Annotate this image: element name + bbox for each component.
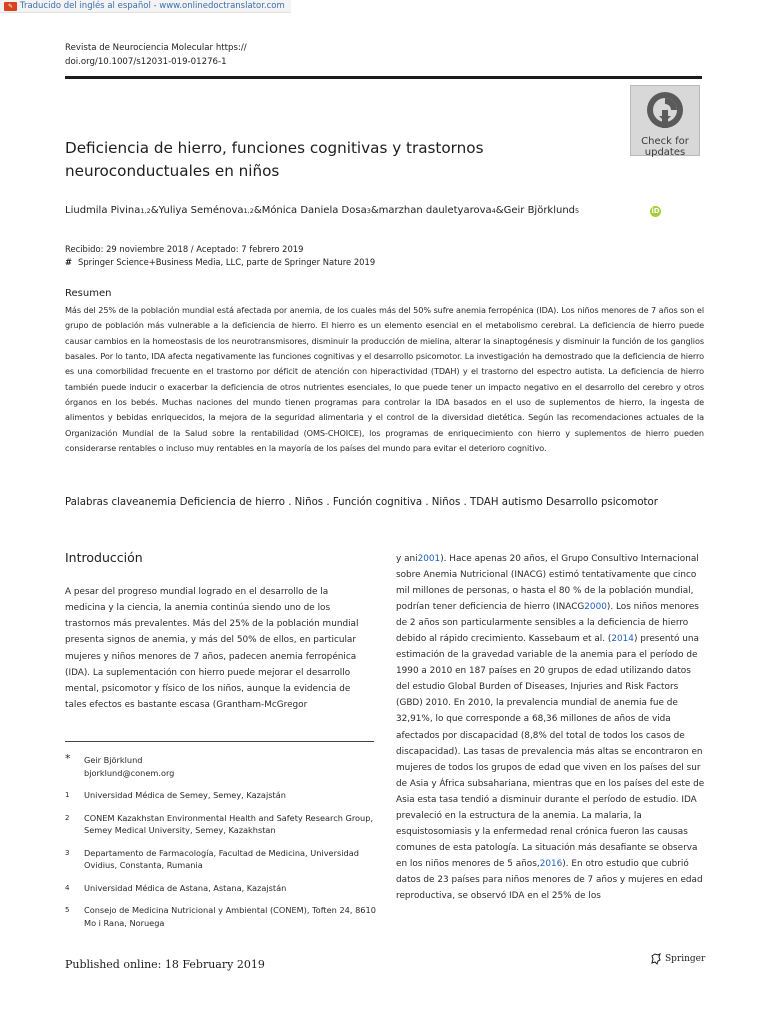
affiliation-item [65, 882, 385, 895]
springer-logo [650, 952, 705, 966]
check-for-updates-badge[interactable] [630, 85, 700, 156]
corresponding-name: Geir Björklund [84, 755, 143, 765]
body-text: ). En otro estudio que cubrió datos de 23 países para niños menores de 7 años y mujeres en edad reproductiva, se observó IDA en el 25% de los [396, 858, 703, 901]
author-name[interactable]: Mónica Daniela Dosa [261, 205, 367, 216]
corresponding-author [65, 754, 385, 779]
text-line: tales efectos es bastante escasa (Grantham-McGregor [65, 700, 308, 711]
introduction-left-column [65, 584, 374, 713]
translator-link[interactable]: Traducido del inglés al español - www.onlinedoctranslator.com [20, 1, 285, 11]
affiliation-text: Consejo de Medicina Nutricional y Ambiental (CONEM), Toften 24, 8610 Mo i Rana, Noruega [84, 905, 376, 928]
affiliation-item [65, 789, 385, 802]
footnote-marker: 2 [65, 813, 70, 822]
author-affiliation: 1,2 [140, 207, 151, 215]
author-name[interactable]: Liudmila Pivina [65, 205, 141, 216]
received-accepted-dates: Recibido: 29 noviembre 2018 / Aceptado: 7 febrero 2019 [65, 244, 304, 254]
citation-link[interactable]: 2000 [584, 602, 607, 613]
affiliation-text: CONEM Kazakhstan Environmental Health and Safety Research Group, Semey Medical University, Semey, Kazakhstan [84, 812, 374, 835]
header-rule [65, 76, 702, 79]
author-affiliation: 5 [575, 207, 580, 215]
affiliation-item [65, 812, 385, 837]
text-line: medicina y la ciencia, la anemia continúa siendo uno de los [65, 603, 331, 614]
copyright-text: Springer Science+Business Media, LLC, parte de Springer Nature 2019 [78, 257, 376, 267]
footnote-rule [65, 741, 374, 742]
copyright-symbol: # [65, 257, 73, 267]
published-online: Published online: 18 February 2019 [65, 958, 265, 971]
author-affiliation: 4 [491, 207, 496, 215]
article-title: Deficiencia de hierro, funciones cognitivas y trastornos neuroconductuales en niños [65, 139, 484, 180]
author-separator: & [370, 205, 379, 216]
author-separator: & [495, 205, 504, 216]
author-name[interactable]: marzhan dauletyarova [378, 205, 492, 216]
body-text: ). Los niños menores de 2 años son particularmente sensibles a la deficiencia de hierro debido al rápido crecimiento. Kassebaum et al. ( [396, 602, 699, 645]
journal-header [65, 41, 365, 69]
author-separator: & [150, 205, 159, 216]
publisher-name: Springer [665, 954, 706, 964]
body-text: ). Hace apenas 20 años, el Grupo Consultivo Internacional sobre Anemia Nutricional (INACG) estimó tentativamente que cinco mil millones de personas, o hasta el 80 % de la población mundial, podrían tener deficiencia de hierro (INACG [396, 554, 699, 613]
author-list [65, 204, 579, 218]
footnotes [65, 754, 385, 939]
footnote-marker: 1 [65, 791, 70, 799]
translator-banner[interactable] [0, 0, 291, 13]
footnote-marker: 3 [65, 848, 70, 857]
body-text: y ani [396, 554, 418, 564]
author-name[interactable]: Yuliya Seménova [158, 205, 244, 216]
text-line: trastornos más prevalentes. Más del 25% de la población mundial [65, 619, 359, 630]
author-affiliation: 1,2 [243, 207, 254, 215]
doi-link[interactable]: doi.org/10.1007/s12031-019-01276-1 [65, 57, 227, 67]
journal-name: Revista de Neurociencia Molecular https:// [65, 43, 247, 53]
abstract-body: Más del 25% de la población mundial está afectada por anemia, de los cuales más del 50% sufre anemia ferropénica (IDA). Los niños menores de 7 años son el grupo de población más vulnerable a la deficiencia de hierro. El hierro es un elemento esencial en el metabolismo cerebral. La deficiencia de hierro puede causar cambios en la homeostasis de los neurotransmisores, disminuir la producción de mielina, alterar la sinaptogénesis y disminuir la función de los ganglios basales. Por lo tanto, IDA afecta negativamente las funciones cognitivas y el desarrollo psicomotor. La investigación ha demostrado que la deficiencia de hierro es una comorbilidad frecuente en el trastorno por déficit de atención con hiperactividad (TDAH) y el trastorno del espectro autista. La deficiencia de hierro también puede inducir o exacerbar la deficiencia de otros nutrientes esenciales, lo que puede tener un impacto negativo en el desarrollo del cerebro y otros órganos en los bebés. Muchas naciones del mundo tienen programas para controlar la IDA basados en el uso de suplementos de hierro, la ingesta de alimentos y bebidas enriquecidos, la mejora de la seguridad alimentaria y el control de la diversidad dietética. Según las recomendaciones actuales de la Organización Mundial de la Salud sobre la rentabilidad (OMS-CHOICE), los programas de enriquecimiento con hierro y suplementos de hierro pueden considerarse rentables o incluso muy rentables en la mayoría de los países del mundo para evitar el deterioro cognitivo. [65, 305, 704, 454]
springer-horse-icon [650, 953, 662, 965]
affiliation-item [65, 904, 385, 929]
orcid-icon[interactable]: iD [651, 207, 660, 215]
text-line: mental, psicomotor y físico de los niños, aunque la evidencia de [65, 683, 351, 694]
text-line: mujeres y niños menores de 7 años, padecen anemia ferropénica [65, 651, 357, 662]
body-text: ) presentó una estimación de la gravedad variable de la anemia para el período de 1990 a 2010 en 187 países en 20 grupos de edad utilizando datos del estudio Global Burden of Diseases, Injuries and Risk Factors (GBD) 2010. En 2010, la prevalencia mundial de anemia fue de 32,91%, lo que corresponde a 68,36 millones de años de vida afectados por discapacidad (8,8% del total de todos los casos de discapacidad). Las tasas de prevalencia más altas se encontraron en mujeres de todos los grupos de edad que viven en los países del sur de Asia y África subsahariana, mientras que en los países del este de Asia esta tasa tendió a disminuir durante el período de estudio. IDA prevaleció en la estructura de la anemia. La malaria, la esquistosomiasis y la enfermedad renal crónica fueron las causas comunes de esta patología. La situación más desafiante se observa en los niños menores de 5 años, [396, 634, 705, 869]
affiliation-text: Universidad Médica de Astana, Astana, Kazajstán [84, 882, 287, 893]
affiliation-text: Departamento de Farmacología, Facultad de Medicina, Universidad Ovidius, Constanta, Rumania [84, 847, 359, 870]
footnote-marker: * [65, 752, 71, 765]
author-name[interactable]: Geir Björklund [503, 205, 576, 216]
citation-link[interactable]: 2014 [611, 634, 634, 645]
affiliation-text: Universidad Médica de Semey, Semey, Kazajstán [84, 790, 286, 800]
introduction-heading: Introducción [65, 550, 143, 565]
citation-link[interactable]: 2016 [539, 858, 563, 869]
author-affiliation: 3 [366, 207, 371, 215]
citation-link[interactable]: 2001 [417, 554, 441, 564]
author-separator: & [253, 205, 262, 216]
crossmark-icon [645, 90, 685, 130]
affiliation-item [65, 847, 385, 872]
introduction-right-column [396, 551, 706, 904]
text-line: (IDA). La suplementación con hierro puede mejorar el desarrollo [65, 667, 351, 678]
check-for-updates-label: Check for updates [641, 136, 689, 158]
keywords: Palabras claveanemia Deficiencia de hierro . Niños . Función cognitiva . Niños . TDAH autismo Desarrollo psicomotor [65, 497, 658, 508]
footnote-marker: 5 [65, 906, 70, 914]
copyright-line [65, 256, 375, 268]
text-line: presenta signos de anemia, y más del 50% de ellos, en particular [65, 635, 357, 646]
abstract-heading: Resumen [65, 288, 112, 299]
corresponding-email[interactable]: bjorklund@conem.org [84, 767, 175, 778]
text-line: A pesar del progreso mundial logrado en el desarrollo de la [65, 587, 329, 597]
translate-icon: ✎ [4, 2, 17, 11]
footnote-marker: 4 [65, 883, 70, 892]
